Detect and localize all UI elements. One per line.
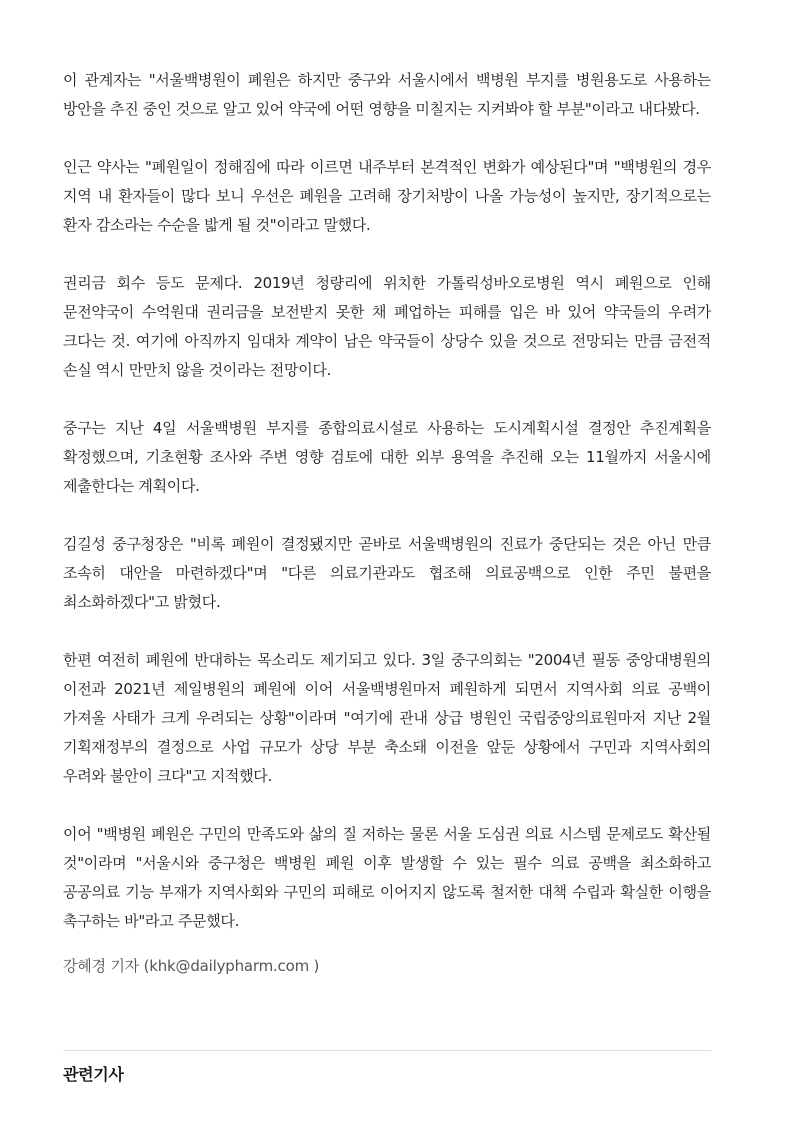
section-divider [63, 1050, 711, 1051]
paragraph: 이어 "백병원 폐원은 구민의 만족도와 삶의 질 저하는 물론 서울 도심권 의료 시스템 문제로도 확산될 것"이라며 "서울시와 중구청은 백병원 폐원 이후 발생할 수 있는 필수 의료 공백을 최소화하고 공공의료 기능 부재가 지역사회와 구민의 피해로 이어지지 않도록 철저한 대책 수립과 확실한 이행을 촉구하는 바"라고 주문했다. [63, 825, 711, 930]
paragraph: 중구는 지난 4일 서울백병원 부지를 종합의료시설로 사용하는 도시계획시설 결정안 추진계획을 확정했으며, 기초현황 조사와 주변 영향 검토에 대한 외부 용역을 추진해 오는 11월까지 서울시에 제출한다는 계획이다. [63, 419, 711, 495]
paragraph: 김길성 중구청장은 "비록 폐원이 결정됐지만 곧바로 서울백병원의 진료가 중단되는 것은 아닌 만큼 조속히 대안을 마련하겠다"며 "다른 의료기관과도 협조해 의료공백으로 인한 주민 불편을 최소화하겠다"고 밝혔다. [63, 535, 711, 611]
paragraph: 한편 여전히 폐원에 반대하는 목소리도 제기되고 있다. 3일 중구의회는 "2004년 필동 중앙대병원의 이전과 2021년 제일병원의 폐원에 이어 서울백병원마저 폐원하게 되면서 지역사회 의료 공백이 가져올 사태가 크게 우려되는 상황"이라며 "여기에 관내 상급 병원인 국립중앙의료원마저 지난 2월 기획재정부의 결정으로 사업 규모가 상당 부분 축소돼 이전을 앞둔 상황에서 구민과 지역사회의 우려와 불안이 크다"고 지적했다. [63, 651, 711, 785]
reporter-byline: 강혜경 기자 (khk@dailypharm.com ) [63, 957, 320, 975]
related-articles-heading: 관련기사 [63, 1065, 124, 1084]
paragraph: 인근 약사는 "폐원일이 정해짐에 따라 이르면 내주부터 본격적인 변화가 예상된다"며 "백병원의 경우 지역 내 환자들이 많다 보니 우선은 폐원을 고려해 장기처방이 나올 가능성이 높지만, 장기적으로는 환자 감소라는 수순을 밟게 될 것"이라고 말했다. [63, 158, 711, 234]
article-body [63, 66, 711, 979]
paragraph: 권리금 회수 등도 문제다. 2019년 청량리에 위치한 가톨릭성바오로병원 역시 폐원으로 인해 문전약국이 수억원대 권리금을 보전받지 못한 채 폐업하는 피해를 입은 바 있어 약국들의 우려가 크다는 것. 여기에 아직까지 임대차 계약이 남은 약국들이 상당수 있을 것으로 전망되는 만큼 금전적 손실 역시 만만치 않을 것이라는 전망이다. [63, 274, 711, 379]
paragraph: 이 관계자는 "서울백병원이 폐원은 하지만 중구와 서울시에서 백병원 부지를 병원용도로 사용하는 방안을 추진 중인 것으로 알고 있어 약국에 어떤 영향을 미칠지는 지켜봐야 할 부분"이라고 내다봤다. [63, 71, 711, 118]
